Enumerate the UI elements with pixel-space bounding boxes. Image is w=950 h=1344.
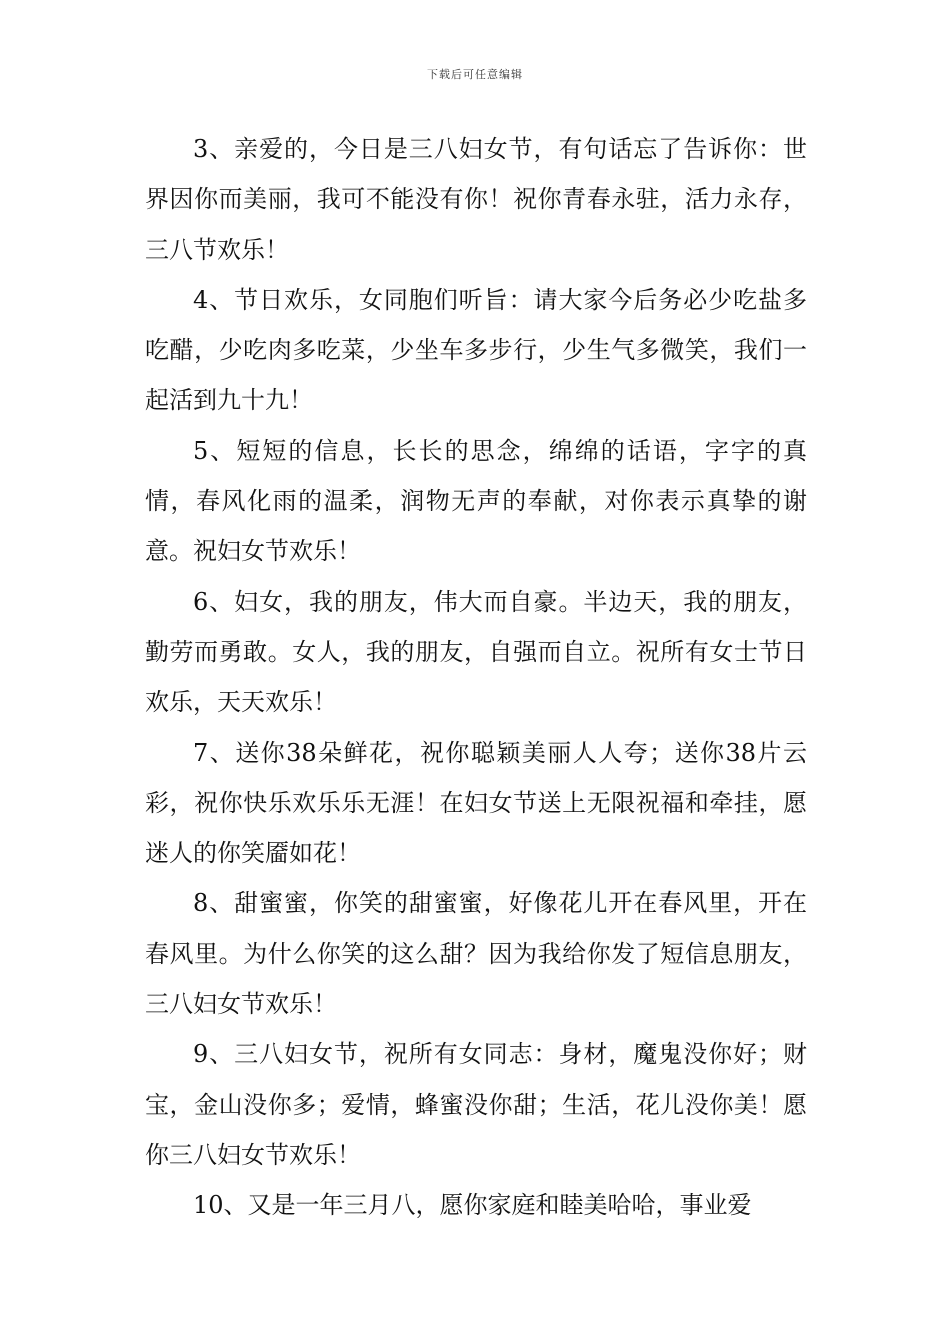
paragraph-6: 6、妇女，我的朋友，伟大而自豪。半边天，我的朋友，勤劳而勇敢。女人，我的朋友，自强而自立。祝所有女士节日欢乐，天天欢乐！: [145, 587, 807, 717]
paragraph-5: 5、短短的信息，长长的思念，绵绵的话语，字字的真情，春风化雨的温柔，润物无声的奉献，对你表示真挚的谢意。祝妇女节欢乐！: [145, 436, 807, 566]
document-body: [145, 124, 807, 1231]
paragraph-3: 3、亲爱的，今日是三八妇女节，有句话忘了告诉你：世界因你而美丽，我可不能没有你！祝你青春永驻，活力永存，三八节欢乐！: [145, 135, 807, 264]
paragraph-4: 4、节日欢乐，女同胞们听旨：请大家今后务必少吃盐多吃醋，少吃肉多吃菜，少坐车多步行，少生气多微笑，我们一起活到九十九！: [145, 285, 807, 415]
paragraph-9: 9、三八妇女节，祝所有女同志：身材，魔鬼没你好；财宝，金山没你多；爱情，蜂蜜没你甜；生活，花儿没你美！愿你三八妇女节欢乐！: [145, 1040, 807, 1169]
header-note: 下载后可任意编辑: [427, 68, 523, 81]
paragraph-7: 7、送你38朵鲜花，祝你聪颖美丽人人夸；送你38片云彩，祝你快乐欢乐乐无涯！在妇女节送上无限祝福和牵挂，愿迷人的你笑靥如花！: [145, 738, 807, 868]
paragraph-10: 10、又是一年三月八，愿你家庭和睦美哈哈，事业爱: [193, 1191, 752, 1220]
paragraph-8: 8、甜蜜蜜，你笑的甜蜜蜜，好像花儿开在春风里，开在春风里。为什么你笑的这么甜？因为我给你发了短信息朋友，三八妇女节欢乐！: [145, 889, 807, 1019]
